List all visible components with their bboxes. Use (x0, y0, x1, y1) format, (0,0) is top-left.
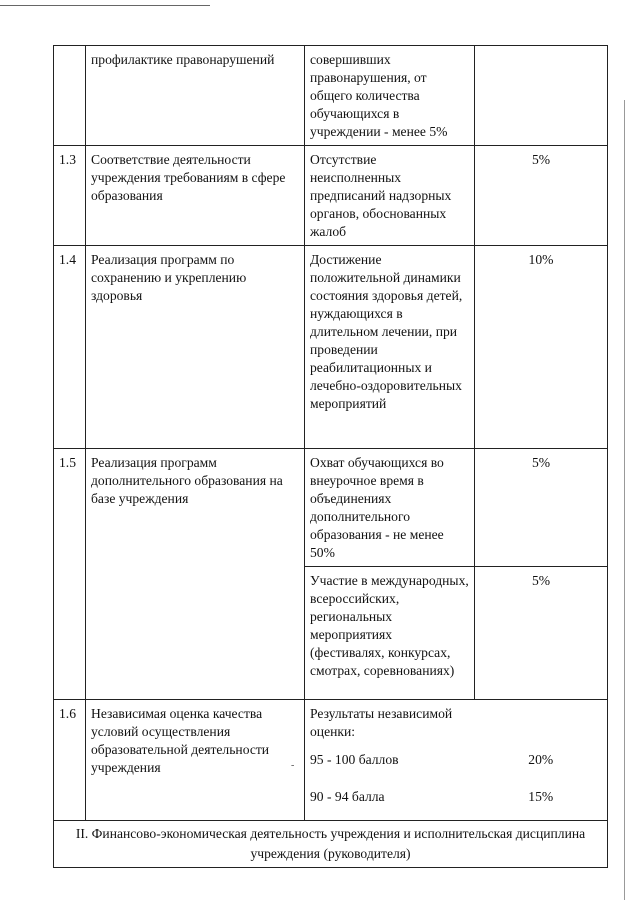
table-row (54, 46, 608, 146)
criterion-text: 95 - 100 баллов (305, 746, 475, 783)
percent-value (475, 700, 608, 746)
criterion-text: 90 - 94 балла (305, 783, 475, 821)
row-number: 1.6 (54, 700, 86, 821)
stray-mark: - (291, 760, 295, 771)
indicator-name: профилактике правонарушений (86, 46, 305, 146)
percent-value: 15% (475, 783, 608, 821)
table-row (54, 700, 608, 746)
criterion-text: Охват обучающихся во внеурочное время в объединениях дополнительного образования - не менее 50% (305, 449, 475, 567)
table-row (54, 246, 608, 449)
table-row (54, 146, 608, 246)
page-edge-line (624, 100, 625, 900)
indicator-name: Реализация программ по сохранению и укреплению здоровья (86, 246, 305, 449)
criterion-text: Достижение положительной динамики состояния здоровья детей, нуждающихся в длительном лечении, при проведении реабилитационных и лечебно-оздоровительных мероприятий (305, 246, 475, 449)
criteria-table (53, 45, 608, 868)
top-rule (0, 5, 210, 6)
indicator-name: Независимая оценка качества условий осуществления образовательной деятельности учреждения (86, 700, 305, 821)
row-number: 1.3 (54, 146, 86, 246)
section-title: II. Финансово-экономическая деятельность учреждения и исполнительская дисциплина учреждения (руководителя) (54, 820, 608, 867)
percent-value (475, 46, 608, 146)
criterion-text: Отсутствие неисполненных предписаний надзорных органов, обоснованных жалоб (305, 146, 475, 246)
indicator-name: Соответствие деятельности учреждения требованиям в сфере образования (86, 146, 305, 246)
indicator-name: Реализация программ дополнительного образования на базе учреждения (86, 449, 305, 700)
criterion-text: совершивших правонарушения, от общего количества обучающихся в учреждении - менее 5% (305, 46, 475, 146)
percent-value: 10% (475, 246, 608, 449)
table-row (54, 820, 608, 867)
row-number: 1.5 (54, 449, 86, 700)
percent-value: 5% (475, 146, 608, 246)
row-number (54, 46, 86, 146)
row-number: 1.4 (54, 246, 86, 449)
table-row (54, 449, 608, 567)
criterion-text: Участие в международных, всероссийских, региональных мероприятиях (фестивалях, конкурсах, смотрах, соревнованиях) (305, 567, 475, 700)
percent-value: 20% (475, 746, 608, 783)
percent-value: 5% (475, 449, 608, 567)
criterion-text: Результаты независимой оценки: (305, 700, 475, 746)
percent-value: 5% (475, 567, 608, 700)
